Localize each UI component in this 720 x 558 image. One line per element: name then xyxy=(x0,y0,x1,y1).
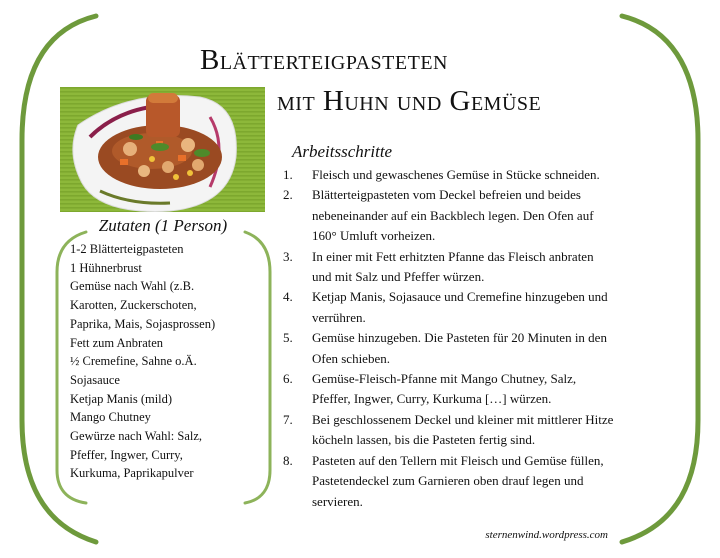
corn-piece xyxy=(173,174,179,180)
chicken-piece xyxy=(162,161,174,173)
step-text-line: Ofen schieben. xyxy=(312,350,390,366)
step-number: 5. xyxy=(283,330,293,346)
chicken-piece xyxy=(192,159,204,171)
step-item xyxy=(283,185,673,246)
step-text-line: verrühren. xyxy=(312,309,366,325)
step-text-line: Blätterteigpasteten vom Deckel befreien und beides xyxy=(312,187,581,203)
step-text-line: In einer mit Fett erhitzten Pfanne das Fleisch anbraten xyxy=(312,248,594,264)
ingredients-heading: Zutaten (1 Person) xyxy=(98,216,228,235)
step-number: 7. xyxy=(283,411,293,427)
step-text-line: Fleisch und gewaschenes Gemüse in Stücke schneiden. xyxy=(312,167,600,182)
step-number: 1. xyxy=(283,167,293,182)
ingredient-item: Kurkuma, Paprikapulver xyxy=(70,466,194,481)
ingredient-item: Fett zum Anbraten xyxy=(70,335,164,350)
chicken-piece xyxy=(138,165,150,177)
step-text-line: und mit Salz und Pfeffer würzen. xyxy=(312,269,485,285)
step-text-line: köcheln lassen, bis die Pasteten fertig sind. xyxy=(312,432,536,448)
step-number: 8. xyxy=(283,452,293,468)
carrot-piece xyxy=(120,159,128,165)
step-text-line: Gemüse-Fleisch-Pfanne mit Mango Chutney, Salz, xyxy=(312,371,577,387)
ingredient-item: 1-2 Blätterteigpasteten xyxy=(70,242,184,256)
step-text-line: Gemüse hinzugeben. Die Pasteten für 20 Minuten in den xyxy=(312,330,607,346)
step-item xyxy=(283,247,673,288)
corn-piece xyxy=(149,156,155,162)
ingredient-item: 1 Hühnerbrust xyxy=(70,260,142,275)
ingredient-item: Sojasauce xyxy=(70,372,120,387)
pea-pod xyxy=(151,143,169,151)
step-text-line: Pfeffer, Ingwer, Curry, Kurkuma […] würzen. xyxy=(312,391,552,407)
step-number: 3. xyxy=(283,248,293,264)
steps-list xyxy=(283,165,673,512)
pea-pod xyxy=(129,134,143,140)
page-title-line-1: Blätterteigpasteten xyxy=(200,44,448,76)
step-text-line: Bei geschlossenem Deckel und kleiner mit mittlerer Hitze xyxy=(312,411,614,427)
step-item xyxy=(283,287,673,328)
step-text-line: Pastetendeckel zum Garnieren oben drauf legen und xyxy=(312,473,584,489)
ingredient-item: Gemüse nach Wahl (z.B. xyxy=(70,279,195,294)
pastry-top xyxy=(148,93,178,103)
step-item xyxy=(283,410,673,451)
ingredient-item: Mango Chutney xyxy=(70,410,151,425)
chicken-piece xyxy=(181,138,195,152)
ingredient-item: Paprika, Mais, Sojasprossen) xyxy=(70,316,216,331)
step-number: 2. xyxy=(283,187,293,203)
page-title-line-2: mit Huhn und Gemüse xyxy=(277,85,542,117)
step-text-line: Ketjap Manis, Sojasauce und Cremefine hinzugeben und xyxy=(312,289,608,305)
step-text-line: Pasteten auf den Tellern mit Fleisch und Gemüse füllen, xyxy=(312,452,604,468)
plated-dish-photo xyxy=(60,87,265,212)
footer-url: sternenwind.wordpress.com xyxy=(485,529,608,541)
step-item xyxy=(283,369,673,410)
step-text-line: nebeneinander auf ein Backblech legen. Den Ofen auf xyxy=(312,207,594,223)
corn-piece xyxy=(187,170,193,176)
steps-heading: Arbeitsschritte xyxy=(292,142,393,161)
step-number: 4. xyxy=(283,289,293,305)
ingredient-item: Gewürze nach Wahl: Salz, xyxy=(70,429,203,444)
step-item xyxy=(283,165,673,185)
step-number: 6. xyxy=(283,371,293,387)
ingredient-item: Pfeffer, Ingwer, Curry, xyxy=(70,447,183,462)
pea-pod xyxy=(194,149,210,157)
step-text-line: servieren. xyxy=(312,493,363,509)
step-text-line: 160° Umluft vorheizen. xyxy=(312,228,436,244)
ingredient-item: Karotten, Zuckerschoten, xyxy=(70,298,197,313)
ingredients-list xyxy=(70,240,270,483)
ingredient-item: ½ Cremefine, Sahne o.Ä. xyxy=(70,354,197,369)
chicken-piece xyxy=(123,142,137,156)
step-item xyxy=(283,451,673,512)
carrot-piece xyxy=(178,155,186,161)
step-item xyxy=(283,328,673,369)
ingredient-item: Ketjap Manis (mild) xyxy=(70,391,173,406)
